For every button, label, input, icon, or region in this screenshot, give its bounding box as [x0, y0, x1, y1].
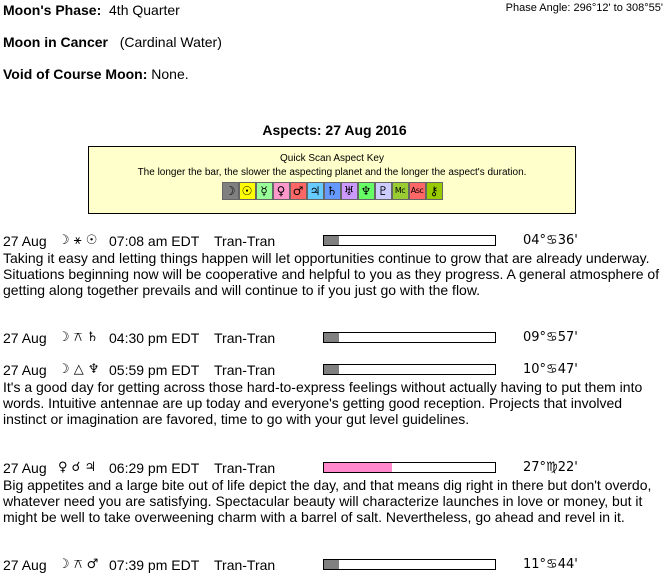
- aspect-glyph: ♀ ☌ ♃: [58, 460, 97, 475]
- moon-phase: [3, 2, 180, 18]
- aspect-duration-fill: [324, 333, 339, 342]
- aspect-position: 04°♋36': [523, 233, 578, 248]
- aspect-position: 10°♋47': [523, 362, 578, 377]
- aspect-kind: Tran-Tran: [214, 233, 276, 249]
- moon-phase-label: Moon's Phase:: [3, 2, 102, 18]
- aspect-date: 27 Aug: [3, 362, 47, 378]
- planet-key-jupiter-icon: ♃: [307, 182, 324, 200]
- planet-key-mercury-icon: ☿: [256, 182, 273, 200]
- aspect-time: 06:29 pm EDT: [109, 460, 200, 476]
- aspects-title: Aspects: 27 Aug 2016: [262, 122, 407, 138]
- moon-sign-label: Moon in Cancer: [3, 34, 109, 50]
- aspect-position: 27°♍22': [523, 460, 578, 475]
- void-of-course: [3, 66, 189, 82]
- planet-key-chiron-icon: ⚷: [426, 182, 443, 200]
- aspect-position: 09°♋57': [523, 330, 578, 345]
- aspect-kind: Tran-Tran: [214, 330, 276, 346]
- aspect-date: 27 Aug: [3, 233, 47, 249]
- planet-key-neptune-icon: ♆: [358, 182, 375, 200]
- aspect-date: 27 Aug: [3, 330, 47, 346]
- aspect-glyph: ☽ ⚹ ☉: [58, 233, 98, 248]
- aspect-key-box: [88, 146, 576, 214]
- planet-key-row: [89, 182, 575, 200]
- aspect-duration-bar: [323, 559, 496, 570]
- aspect-glyph: ☽ △ ♆: [58, 362, 100, 377]
- planet-key-uranus-icon: ♅: [341, 182, 358, 200]
- aspect-duration-bar: [323, 462, 496, 473]
- moon-phase-value: 4th Quarter: [109, 2, 180, 18]
- aspect-glyph: ☽ ⚻ ♂: [58, 557, 99, 572]
- aspect-date: 27 Aug: [3, 557, 47, 573]
- aspect-description: Taking it easy and letting things happen will let opportunities continue to grow that are already underway. Situations beginning now will be cooperative and helpful to you as they progress. A general atmosphere of getting along together prevails and will continue to if you just go with the flow.: [3, 250, 660, 299]
- aspect-description: It's a good day for getting across those hard-to-express feelings without actually having to put them into words. Intuitive antennae are up today and everyone's getting good reception. Projects that involved instinct or imagination are favored, time to go with your gut level guidelines.: [3, 379, 643, 428]
- aspect-entry: [3, 362, 663, 428]
- aspect-duration-fill: [324, 463, 392, 472]
- planet-key-saturn-icon: ♄: [324, 182, 341, 200]
- aspect-duration-bar: [323, 235, 496, 246]
- planet-key-midheaven-icon: Mc: [392, 182, 409, 200]
- planet-key-ascendant-icon: Asc: [409, 182, 426, 200]
- aspect-duration-bar: [323, 364, 496, 375]
- aspect-entry: [3, 233, 663, 299]
- aspect-duration-bar: [323, 332, 496, 343]
- aspect-kind: Tran-Tran: [214, 557, 276, 573]
- aspect-duration-fill: [324, 560, 339, 569]
- aspect-key-title: Quick Scan Aspect Key: [280, 153, 384, 164]
- phase-angle: Phase Angle: 296°12' to 308°55': [505, 2, 663, 14]
- planet-key-venus-icon: ♀: [273, 182, 290, 200]
- aspect-time: 07:39 pm EDT: [109, 557, 200, 573]
- aspect-entry: [3, 557, 663, 574]
- aspect-entry-header: [3, 330, 663, 347]
- aspect-date: 27 Aug: [3, 460, 47, 476]
- aspect-key-subtitle: The longer the bar, the slower the aspecting planet and the longer the aspect's duration.: [137, 167, 527, 178]
- planet-key-sun-icon: ☉: [239, 182, 256, 200]
- planet-key-mars-icon: ♂: [290, 182, 307, 200]
- planet-key-moon-icon: ☽: [222, 182, 239, 200]
- voc-label: Void of Course Moon:: [3, 66, 148, 82]
- aspect-time: 07:08 am EDT: [109, 233, 200, 249]
- aspect-description: Big appetites and a large bite out of life depict the day, and that means dig right in there but don't overdo, whatever need you are satisfying. Spectacular beauty will characterize launches in love or money, but it might be well to take overweening charm with a barrel of salt. Nevertheless, go ahead and revel in it.: [3, 477, 652, 526]
- aspect-time: 05:59 pm EDT: [109, 362, 200, 378]
- aspect-duration-fill: [324, 236, 339, 245]
- aspect-entry-header: [3, 460, 663, 477]
- aspect-duration-fill: [324, 365, 339, 374]
- aspect-entry: [3, 330, 663, 347]
- planet-key-pluto-icon: ♇: [375, 182, 392, 200]
- aspect-entry: [3, 460, 663, 526]
- aspect-kind: Tran-Tran: [214, 460, 276, 476]
- aspect-entry-header: [3, 557, 663, 574]
- aspect-entry-header: [3, 233, 663, 250]
- voc-value: None.: [151, 66, 189, 82]
- aspect-time: 04:30 pm EDT: [109, 330, 200, 346]
- moon-sign-detail: (Cardinal Water): [119, 34, 222, 50]
- aspect-entry-header: [3, 362, 663, 379]
- aspect-kind: Tran-Tran: [214, 362, 276, 378]
- aspect-position: 11°♋44': [523, 557, 578, 572]
- aspect-glyph: ☽ ⚻ ♄: [58, 330, 99, 345]
- moon-sign: [3, 34, 222, 50]
